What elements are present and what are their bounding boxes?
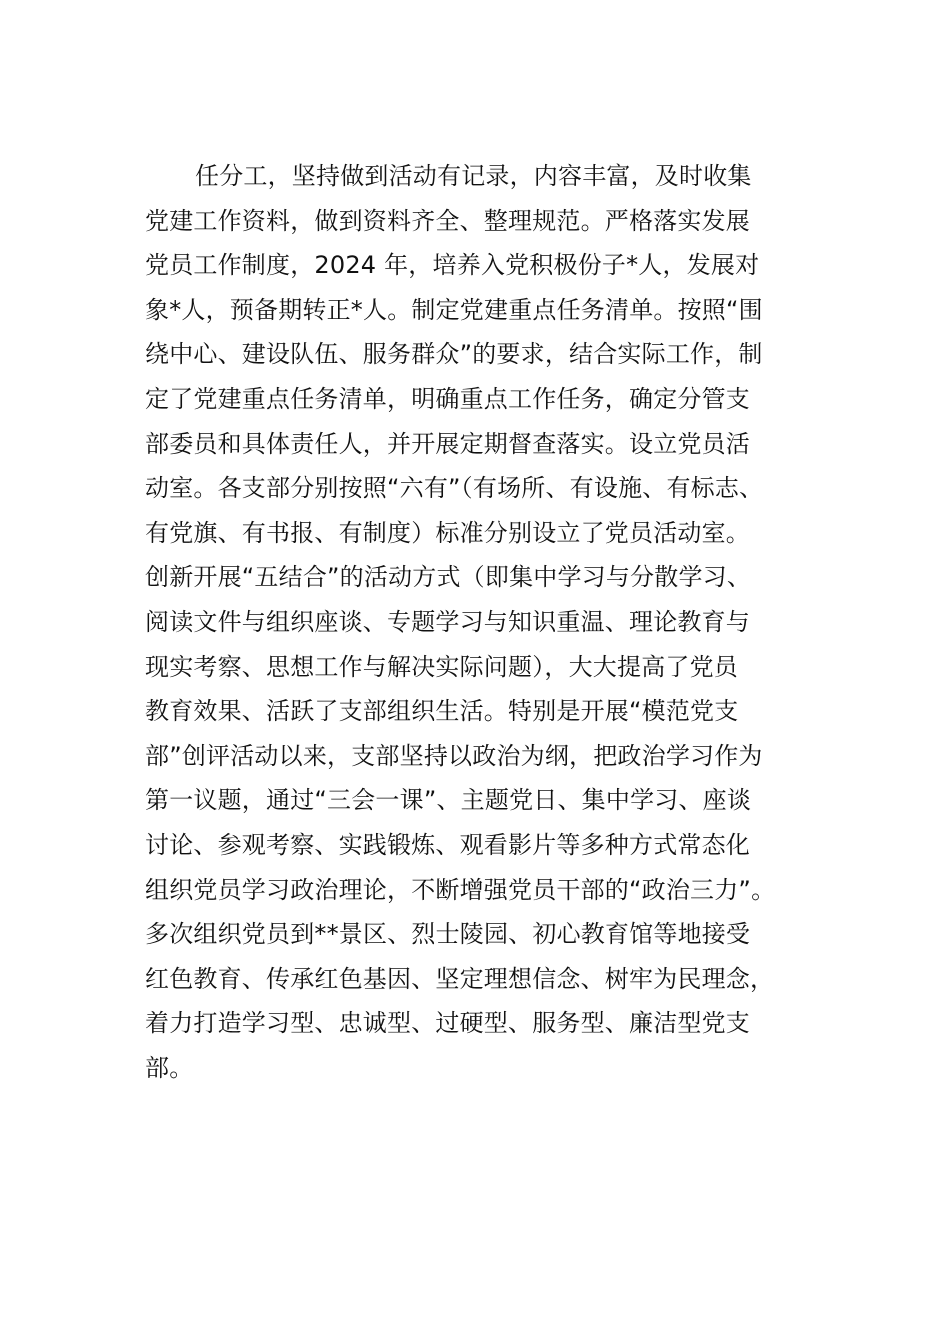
paragraph-line: 红色教育、传承红色基因、坚定理想信念、树牢为民理念，: [145, 964, 775, 993]
paragraph-line: 现实考察、思想工作与解决实际问题），大大提高了党员: [145, 652, 738, 681]
paragraph-line: 讨论、参观考察、实践锻炼、观看影片等多种方式常态化: [145, 830, 750, 859]
paragraph-line: 多次组织党员到**景区、烈士陵园、初心教育馆等地接受: [145, 920, 751, 949]
paragraph-line: 第一议题，通过“三会一课”、主题党日、集中学习、座谈: [145, 786, 752, 815]
paragraph-line: 教育效果、活跃了支部组织生活。特别是开展“模范党支: [145, 697, 739, 726]
paragraph-line: 有党旗、有书报、有制度）标准分别设立了党员活动室。: [145, 518, 750, 547]
paragraph-line: 动室。各支部分别按照“六有”（有场所、有设施、有标志、: [145, 474, 764, 503]
paragraph-line: 部委员和具体责任人，并开展定期督查落实。设立党员活: [145, 429, 750, 458]
paragraph-line: 阅读文件与组织座谈、专题学习与知识重温、理论教育与: [145, 607, 750, 636]
body-paragraph: [145, 154, 825, 1090]
paragraph-line: 党建工作资料，做到资料齐全、整理规范。严格落实发展: [145, 206, 750, 235]
paragraph-line: 党员工作制度，2024 年，培养入党积极份子*人，发展对: [145, 251, 760, 280]
paragraph-line: 着力打造学习型、忠诚型、过硬型、服务型、廉洁型党支: [145, 1009, 750, 1038]
paragraph-line: 创新开展“五结合”的活动方式（即集中学习与分散学习、: [145, 563, 752, 592]
paragraph-line: 绕中心、建设队伍、服务群众”的要求，结合实际工作，制: [145, 340, 763, 369]
paragraph-line: 任分工，坚持做到活动有记录，内容丰富，及时收集: [195, 162, 752, 190]
paragraph-line: 组织党员学习政治理论，不断增强党员干部的“政治三力”。: [145, 875, 776, 904]
paragraph-line: 部。: [145, 1053, 194, 1082]
paragraph-line: 部”创评活动以来，支部坚持以政治为纲，把政治学习作为: [145, 741, 763, 770]
paragraph-line: 定了党建重点任务清单，明确重点工作任务，确定分管支: [145, 384, 750, 413]
paragraph-line: 象*人，预备期转正*人。制定党建重点任务清单。按照“围: [145, 295, 763, 324]
